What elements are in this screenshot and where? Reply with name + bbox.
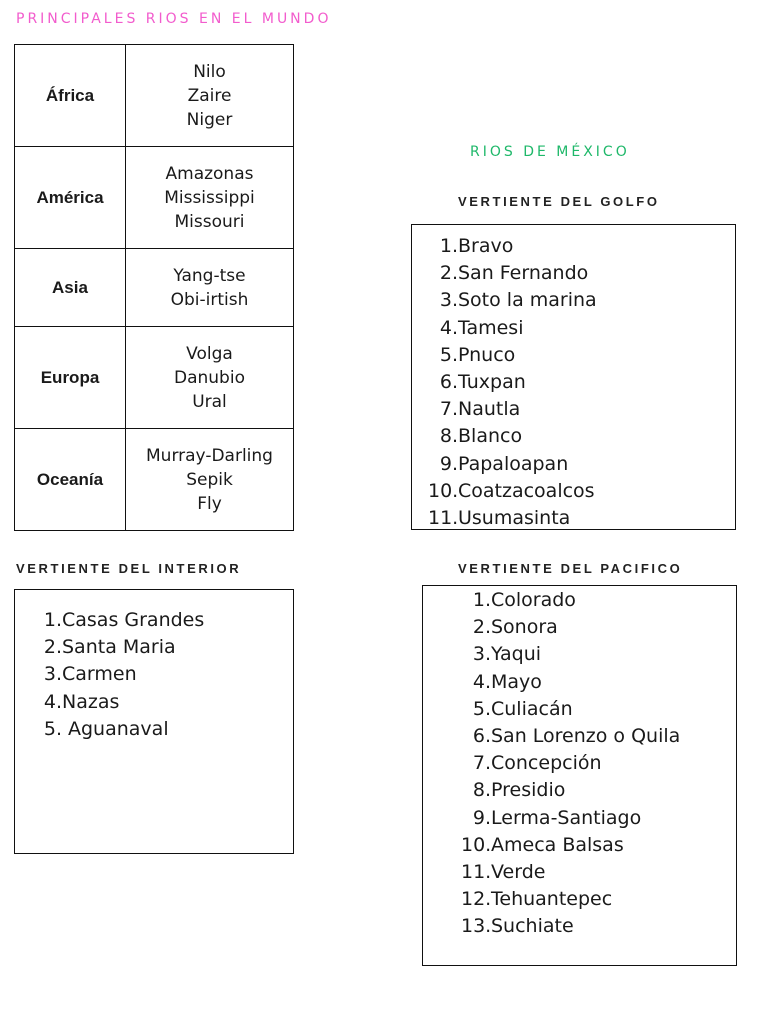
continent-row [15,147,294,249]
river-name: Concepción [491,752,602,775]
list-number: 1. [439,235,458,257]
list-number: 10. [428,479,459,502]
list-number: 3. [472,643,491,666]
river-list-item [461,750,680,777]
list-number: 11. [428,506,459,529]
river-list-item [32,634,204,661]
list-number: 11. [461,860,492,883]
list-number: 6. [472,724,491,747]
continent-name: Oceanía [15,429,126,531]
interior-river-list [32,607,204,743]
list-number: 9. [472,806,491,829]
river-name: Tuxpan [458,370,526,393]
river-list-item [32,716,204,743]
river-name: Nilo [193,61,226,82]
continent-row [15,327,294,429]
river-list-item [461,696,680,723]
list-number: 1. [472,589,491,611]
interior-river-box [14,589,294,854]
river-name: Verde [491,860,546,883]
river-name: Tamesi [458,316,524,339]
river-name: Niger [186,109,233,130]
river-name: Soto la marina [458,289,597,312]
river-name: Mayo [491,670,542,693]
river-list-item [428,233,597,260]
golfo-heading: VERTIENTE DEL GOLFO [458,194,660,209]
river-name: San Lorenzo o Quila [491,724,681,747]
golfo-river-list [428,233,597,532]
river-list-item [32,661,204,688]
river-list-item [428,342,597,369]
list-number: 8. [472,779,491,802]
list-number: 5. [472,697,491,720]
river-name: Yang-tse [173,265,246,286]
river-name: Danubio [174,367,245,388]
river-name: Lerma-Santiago [491,806,642,829]
river-name: Usumasinta [458,506,571,529]
river-name: Sepik [186,469,233,490]
list-number: 4. [472,670,491,693]
list-number: 3. [43,663,62,686]
list-number: 2. [43,636,62,659]
river-list-item [32,689,204,716]
river-name: Amazonas [165,163,254,184]
river-name: Papaloapan [458,452,569,475]
list-number: 4. [439,316,458,339]
continent-row [15,249,294,327]
river-name: Yaqui [491,643,542,666]
continent-rivers [126,327,294,429]
continent-name: Asia [15,249,126,327]
river-list-item [428,369,597,396]
list-number: 3. [439,289,458,312]
river-name: Ural [192,391,227,412]
list-number: 5. [439,343,458,366]
list-number: 13. [461,915,492,938]
pacifico-heading: VERTIENTE DEL PACIFICO [458,561,683,576]
river-list-item [461,913,680,940]
list-number: 2. [439,262,458,285]
list-number: 8. [439,425,458,448]
river-list-item [461,777,680,804]
river-list-item [428,478,597,505]
river-name: Ameca Balsas [491,833,624,856]
river-name: Missouri [174,211,245,232]
continent-rivers [126,147,294,249]
river-list-item [428,505,597,532]
list-number: 1. [43,609,62,631]
river-name: San Fernando [458,262,589,285]
interior-heading: VERTIENTE DEL INTERIOR [16,561,242,576]
river-name: Bravo [458,235,514,257]
river-list-item [428,423,597,450]
river-name: Nazas [62,690,120,713]
river-list-item [461,587,680,614]
continents-rivers-table [14,44,294,531]
list-number: 4. [43,690,62,713]
river-list-item [461,641,680,668]
continent-row [15,429,294,531]
continent-rivers [126,45,294,147]
continent-rivers [126,429,294,531]
continents-table-body [15,45,294,531]
continent-name: Europa [15,327,126,429]
river-list-item [428,451,597,478]
list-number: 9. [439,452,458,475]
river-name: Suchiate [491,915,574,938]
river-name: Blanco [458,425,523,448]
river-name: Culiacán [491,697,573,720]
pacifico-river-list [461,587,680,940]
river-name: Santa Maria [62,636,176,659]
river-name: Pnuco [458,343,516,366]
river-name: Mississippi [164,187,255,208]
river-list-item [428,287,597,314]
river-name: Casas Grandes [62,609,205,631]
river-name: Volga [186,343,233,364]
river-list-item [32,607,204,634]
river-name: Colorado [491,589,576,611]
river-list-item [461,669,680,696]
list-number: 2. [472,616,491,639]
world-rivers-title: PRINCIPALES RIOS EN EL MUNDO [16,11,332,27]
continent-row [15,45,294,147]
river-list-item [461,723,680,750]
golfo-river-box [411,224,736,530]
river-name: Carmen [62,663,137,686]
river-name: Aguanaval [68,717,169,740]
river-list-item [428,315,597,342]
list-number: 7. [472,752,491,775]
river-name: Fly [197,493,222,514]
river-list-item [428,260,597,287]
list-number: 7. [439,398,458,421]
river-list-item [461,805,680,832]
continent-name: América [15,147,126,249]
list-number: 12. [461,888,492,911]
river-name: Sonora [491,616,558,639]
continent-name: África [15,45,126,147]
river-list-item [461,886,680,913]
river-list-item [428,396,597,423]
river-name: Zaire [187,85,232,106]
continent-rivers [126,249,294,327]
river-name: Nautla [458,398,521,421]
river-name: Obi-irtish [170,289,249,310]
river-name: Tehuantepec [491,888,613,911]
river-list-item [461,859,680,886]
river-list-item [461,614,680,641]
list-number: 10. [461,833,492,856]
river-name: Coatzacoalcos [458,479,595,502]
pacifico-river-box [422,585,737,966]
mexico-rivers-title: RIOS DE MÉXICO [470,144,630,160]
river-name: Presidio [491,779,566,802]
river-list-item [461,832,680,859]
list-number: 5. [43,717,62,740]
river-name: Murray-Darling [146,445,273,466]
list-number: 6. [439,370,458,393]
